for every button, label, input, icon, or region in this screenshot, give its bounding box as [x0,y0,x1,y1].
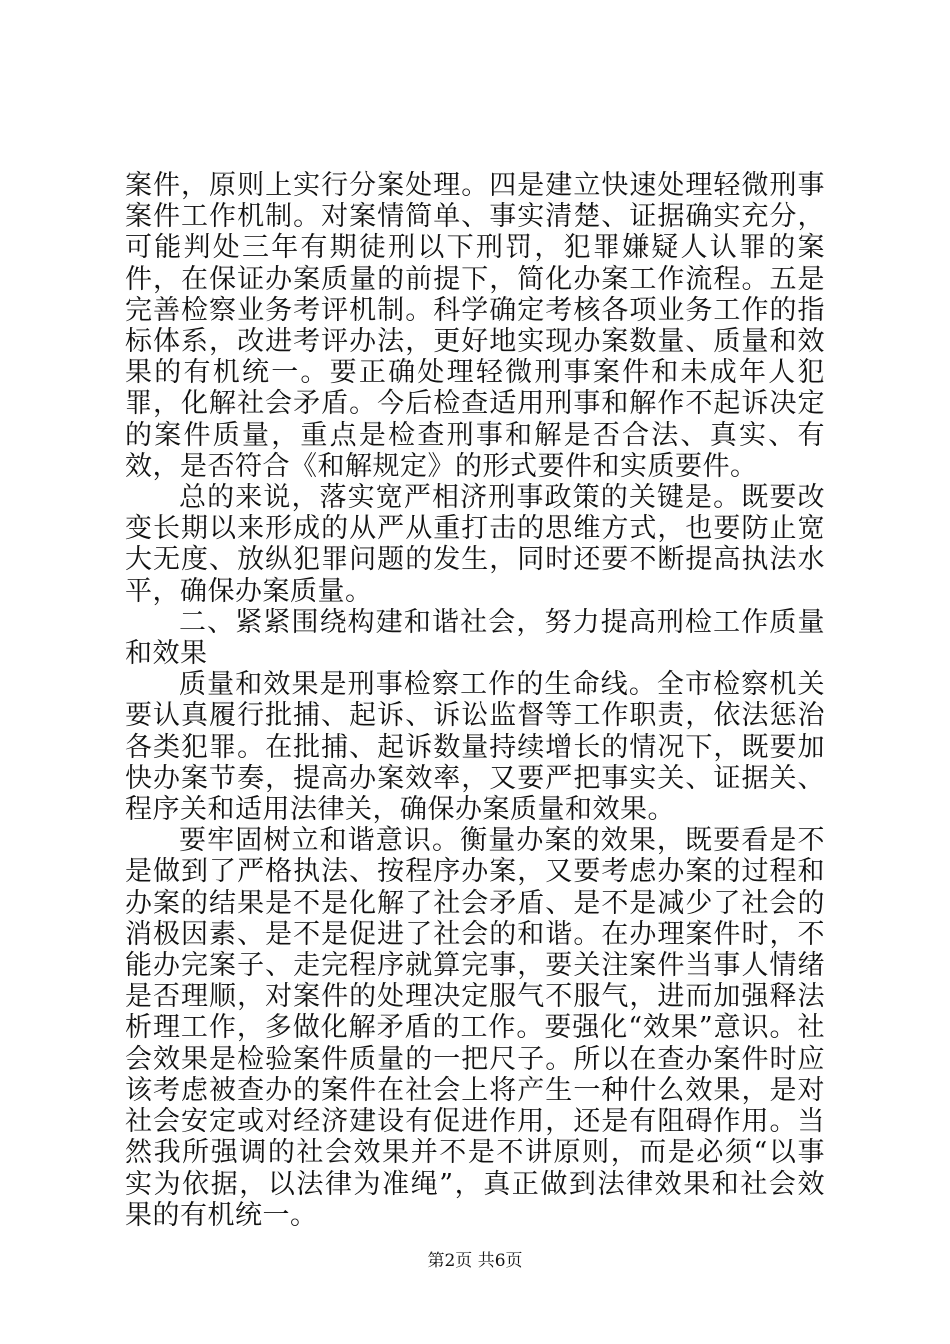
section-heading-2: 二、紧紧围绕构建和谐社会，努力提高刑检工作质量和效果 [125,606,825,670]
document-body [125,170,825,1231]
paragraph-2: 总的来说，落实宽严相济刑事政策的关键是。既要改变长期以来形成的从严从重打击的思维方式，也要防止宽大无度、放纵犯罪问题的发生，同时还要不断提高执法水平，确保办案质量。 [125,482,825,607]
page-footer: 第2页 共6页 [427,1251,523,1271]
paragraph-4: 要牢固树立和谐意识。衡量办案的效果，既要看是不是做到了严格执法、按程序办案，又要考虑办案的过程和办案的结果是不是化解了社会矛盾、是不是减少了社会的消极因素、是不是促进了社会的和谐。在办理案件时，不能办完案子、走完程序就算完事，要关注案件当事人情绪是否理顺，对案件的处理决定服气不服气，进而加强释法析理工作，多做化解矛盾的工作。要强化“效果”意识。社会效果是检验案件质量的一把尺子。所以在查办案件时应该考虑被查办的案件在社会上将产生一种什么效果，是对社会安定或对经济建设有促进作用，还是有阻碍作用。当然我所强调的社会效果并不是不讲原则，而是必须“以事实为依据，以法律为准绳”，真正做到法律效果和社会效果的有机统一。 [125,825,825,1231]
paragraph-3: 质量和效果是刑事检察工作的生命线。全市检察机关要认真履行批捕、起诉、诉讼监督等工作职责，依法惩治各类犯罪。在批捕、起诉数量持续增长的情况下，既要加快办案节奏，提高办案效率，又要严把事实关、证据关、程序关和适用法律关，确保办案质量和效果。 [125,669,825,826]
paragraph-1: 案件，原则上实行分案处理。四是建立快速处理轻微刑事案件工作机制。对案情简单、事实清楚、证据确实充分，可能判处三年有期徒刑以下刑罚，犯罪嫌疑人认罪的案件，在保证办案质量的前提下，简化办案工作流程。五是完善检察业务考评机制。科学确定考核各项业务工作的指标体系，改进考评办法，更好地实现办案数量、质量和效果的有机统一。要正确处理轻微刑事案件和未成年人犯罪，化解社会矛盾。今后检查适用刑事和解作不起诉决定的案件质量，重点是检查刑事和解是否合法、真实、有效，是否符合《和解规定》的形式要件和实质要件。 [125,170,825,482]
